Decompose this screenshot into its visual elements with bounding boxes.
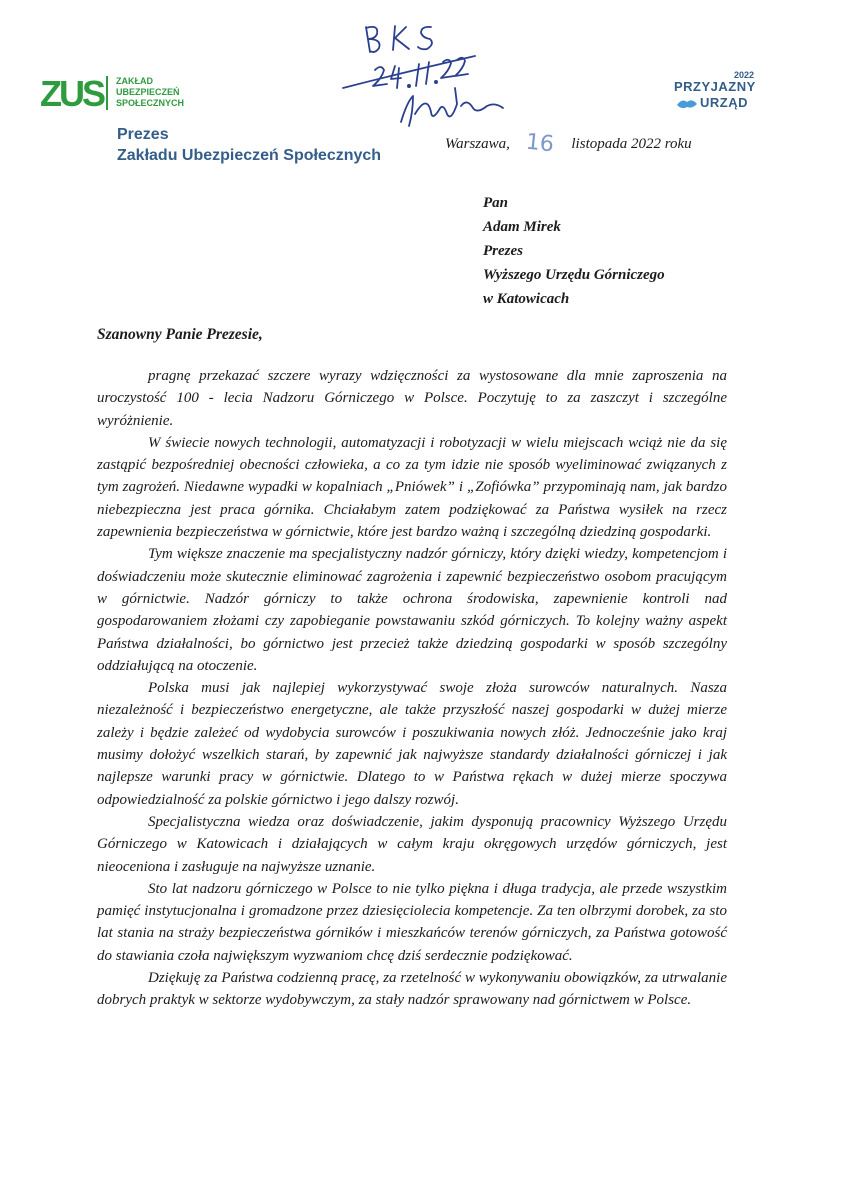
- date-day: 16: [524, 129, 555, 158]
- recipient-line: Pan: [483, 195, 509, 211]
- body-paragraph: pragnę przekazać szczere wyrazy wdzięczności za wystosowane dla mnie zaproszenia na uroczystość 100 - lecia Nadzoru Górniczego w Polsce. Poczytuję to za zaszczyt i szczególne wyróżnienie.: [97, 368, 727, 429]
- sender-institution: Zakładu Ubezpieczeń Społecznych: [117, 147, 382, 164]
- recipient-block: [483, 191, 665, 311]
- recipient-line: Prezes: [483, 243, 523, 259]
- badge-line2: URZĄD: [700, 95, 748, 110]
- logo-line: SPOŁECZNYCH: [116, 98, 185, 108]
- przyjazny-urzad-badge: [672, 70, 762, 114]
- logo-line: UBEZPIECZEŃ: [116, 87, 180, 97]
- date-line: [445, 129, 692, 158]
- body-paragraph: Dziękuję za Państwa codzienną pracę, za rzetelność w wykonywaniu obowiązków, za utrwalanie dobrych praktyk w sektorze wydobywczym, za stały nadzór sprawowany nad górnictwem w Polsce.: [97, 970, 727, 1009]
- handwritten-annotation: [335, 22, 545, 132]
- badge-year: 2022: [733, 70, 754, 80]
- recipient-line: Adam Mirek: [483, 219, 561, 235]
- body-paragraph: Tym większe znaczenie ma specjalistyczny nadzór górniczy, który dzięki wiedzy, kompetencjom i doświadczeniu może skutecznie eliminować zagrożenia i zapewnić bezpieczeństwo osobom pracującym w górnictwie. Nadzór górniczy to także ochrona środowiska, zapewnienie kontroli nad gospodarowaniem złożami czy zapobieganie powstawaniu szkód górniczych. To kolejny ważny aspekt Państwa działalności, bo górnictwo jest przecież także dziedziną gospodarki w sposób szczególny oddziałującą na otoczenie.: [97, 546, 727, 674]
- logo-divider: [106, 76, 108, 110]
- salutation: Szanowny Panie Prezesie,: [97, 326, 263, 343]
- zus-logo-mark: ZUS: [40, 73, 103, 114]
- handshake-icon: [676, 96, 698, 110]
- body-paragraph: Polska musi jak najlepiej wykorzystywać swoje złoża surowców naturalnych. Nasza niezależność i bezpieczeństwo energetyczne, ale także przyszłość naszej gospodarki w dużej mierze zależy i będzie zależeć od wydobycia surowców i poszukiwania nowych złóż. Jednocześnie jako kraj musimy dołożyć wszelkich starań, by zapewnić jak najwyższe standardy działalności górniczej i jak najlepsze warunki pracy w górnictwie. Dlatego to w Państwa rękach w dużej mierze spoczywa odpowiedzialność za polskie górnictwo i jego dalszy rozwój.: [97, 680, 727, 808]
- letter-body: [97, 365, 727, 1012]
- zus-logo-name: [116, 76, 184, 109]
- recipient-line: Wyższego Urzędu Górniczego: [483, 267, 665, 283]
- body-paragraph: W świecie nowych technologii, automatyzacji i robotyzacji w wielu miejscach wciąż nie da się zastąpić bezpośredniej obecności człowieka, a co za tym idzie nie sposób wyeliminować związanych z tym zagrożeń. Niedawne wypadki w kopalniach „Pniówek” i „Zofiówka” przypominają nam, jak bardzo niebezpieczna jest praca górnika. Chciałabym zatem podziękować za Państwa wysiłek na rzecz zapewnienia bezpieczeństwa w górnictwie, które jest bardzo ważną i szczególną dziedziną gospodarki.: [97, 434, 727, 541]
- zus-logo: [40, 74, 215, 114]
- badge-line1: PRZYJAZNY: [674, 79, 756, 94]
- date-month-year: listopada 2022 roku: [571, 136, 692, 152]
- date-city: Warszawa,: [445, 136, 510, 152]
- recipient-line: w Katowicach: [483, 291, 570, 307]
- logo-line: ZAKŁAD: [116, 76, 153, 86]
- body-paragraph: Sto lat nadzoru górniczego w Polsce to nie tylko piękna i długa tradycja, ale przede wszystkim pamięć instytucjonalna i gromadzone przez dziesięciolecia kompetencje. Za ten olbrzymi dorobek, za sto lat stania na straży bezpieczeństwa górników i mieszkańców terenów górniczych, za Państwa gotowość do stawiania czoła największym wyzwaniom chcę dziś serdecznie podziękować.: [97, 880, 727, 964]
- body-paragraph: Specjalistyczna wiedza oraz doświadczenie, jakim dysponują pracownicy Wyższego Urzędu Górniczego w Katowicach i działających w całym kraju okręgowych urzędów górniczych, jest nieoceniona i zasługuje na najwyższe uznanie.: [97, 813, 727, 875]
- sender-title: Prezes: [117, 126, 169, 143]
